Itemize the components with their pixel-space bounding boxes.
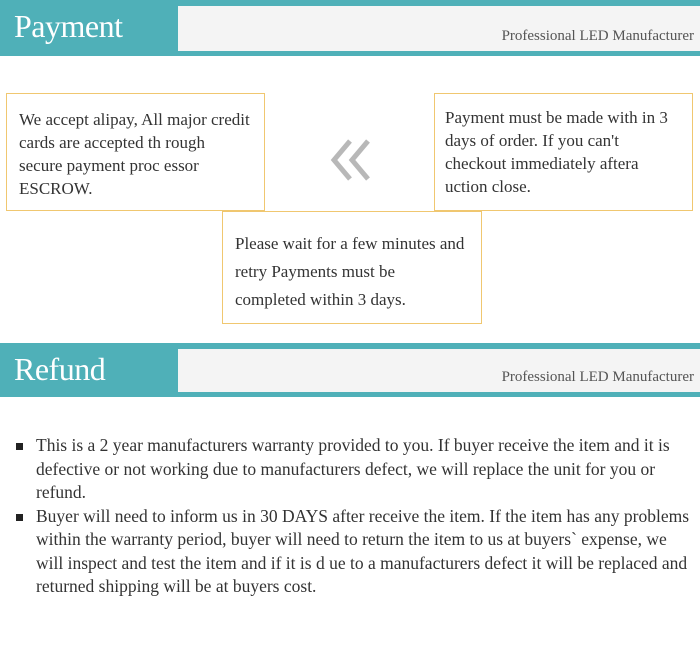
refund-policy-list bbox=[14, 434, 690, 599]
payment-methods-box bbox=[6, 93, 265, 211]
list-item bbox=[14, 434, 690, 505]
payment-methods-text: We accept alipay, All major credit cards are accepted th rough secure payment proc essor ESCROW. bbox=[19, 110, 250, 198]
bullet-square-icon bbox=[16, 514, 23, 521]
payment-deadline-box bbox=[434, 93, 693, 211]
refund-return-text: Buyer will need to inform us in 30 DAYS after receive the item. If the item has any problems within the warranty period, buyer will need to return the item to us at buyers` expense, we will inspect and test the item and if it is d ue to a manufacturers defect it will be replaced and returned shipping will be at buyers cost. bbox=[36, 505, 690, 596]
payment-retry-text: Please wait for a few minutes and retry Payments must be completed within 3 days. bbox=[235, 234, 465, 309]
payment-deadline-text: Payment must be made with in 3 days of order. If you can't checkout immediately aftera uction close. bbox=[445, 108, 668, 196]
refund-subtitle-strip bbox=[178, 349, 700, 392]
refund-subtitle: Professional LED Manufacturer bbox=[501, 369, 694, 385]
refund-title-tab bbox=[0, 343, 178, 397]
list-item bbox=[14, 505, 690, 599]
refund-warranty-text: This is a 2 year manufacturers warranty provided to you. If buyer receive the item and it is defective or not working due to manufacturers defect, we will replace the unit for you or refund. bbox=[36, 435, 670, 502]
payment-subtitle: Professional LED Manufacturer bbox=[501, 28, 694, 44]
payment-title-tab bbox=[0, 0, 178, 56]
refund-title: Refund bbox=[14, 351, 106, 387]
payment-header bbox=[0, 0, 700, 56]
bullet-square-icon bbox=[16, 443, 23, 450]
payment-title: Payment bbox=[14, 8, 123, 44]
refund-header bbox=[0, 343, 700, 397]
payment-subtitle-strip bbox=[178, 6, 700, 51]
payment-retry-box bbox=[222, 211, 482, 324]
double-chevron-left-icon bbox=[328, 135, 378, 185]
